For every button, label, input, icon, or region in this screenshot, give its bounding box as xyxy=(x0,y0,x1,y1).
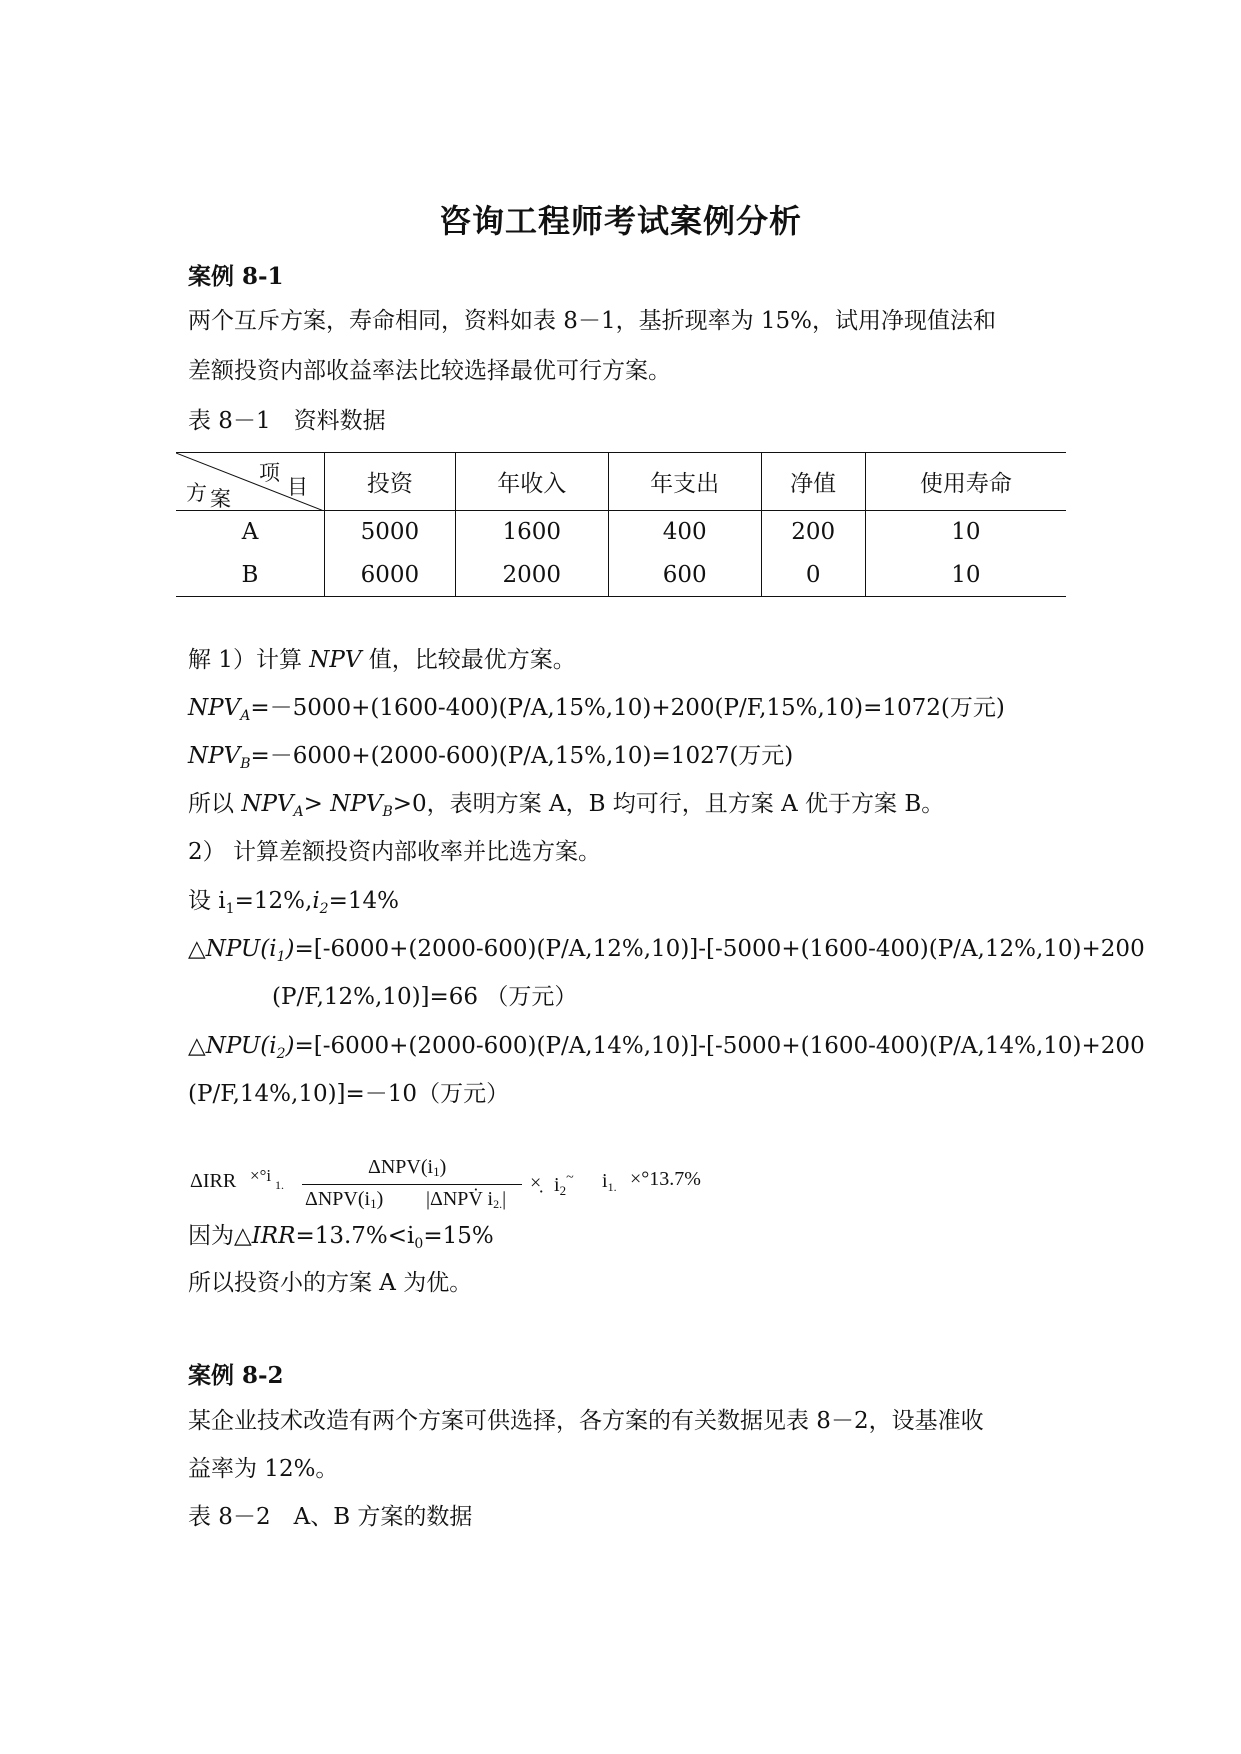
text-run: 解 1）计算 xyxy=(188,647,310,673)
subscript: A xyxy=(293,804,304,820)
table-cell: 600 xyxy=(608,554,761,597)
text-run: ) xyxy=(285,936,295,962)
solution-step2: 2） 计算差额投资内部收率并比选方案。 xyxy=(188,839,601,865)
text-run: | xyxy=(502,1188,507,1210)
subscript: 1 xyxy=(276,949,286,965)
table-corner-cell xyxy=(176,453,325,511)
text-run: =[-6000+(2000-600)(P/A,12%,10)]-[-5000+(1600-400)(P/A,12%,10)+200 xyxy=(294,936,1145,962)
text-run: 值，比较最优方案。 xyxy=(361,647,576,673)
text-run: 因为△ xyxy=(188,1223,252,1249)
npv-italic: NPV xyxy=(188,695,241,721)
column-header-annual-expense: 年支出 xyxy=(608,453,761,511)
column-header-annual-income: 年收入 xyxy=(455,453,608,511)
subscript: 1. xyxy=(607,1180,617,1194)
comparison-result xyxy=(188,789,944,819)
conclusion-line: 所以投资小的方案 A 为优。 xyxy=(188,1270,473,1296)
text-run: >0，表明方案 A，B 均可行，且方案 A 优于方案 B。 xyxy=(392,791,945,817)
table-cell: 1600 xyxy=(455,511,608,554)
subscript: 2 xyxy=(319,901,329,917)
column-header-net-value: 净值 xyxy=(761,453,865,511)
case2-intro-line2: 益率为 12%。 xyxy=(188,1456,339,1482)
case2-intro-line1: 某企业技术改造有两个方案可供选择，各方案的有关数据见表 8－2，设基准收 xyxy=(188,1408,984,1434)
formula-times: ×̣ xyxy=(530,1172,542,1194)
text-run: i xyxy=(312,888,320,914)
table-cell: 200 xyxy=(761,511,865,554)
table-cell: B xyxy=(176,554,325,597)
text-run: =13.7%<i xyxy=(295,1223,415,1249)
column-header-investment: 投资 xyxy=(325,453,456,511)
case1-intro-line2: 差额投资内部收益率法比较选择最优可行方案。 xyxy=(188,358,671,384)
table-cell: 6000 xyxy=(325,554,456,597)
npva-equation xyxy=(188,693,1005,723)
irr-italic: IRR xyxy=(251,1223,296,1249)
text-run: ΔNPV(i xyxy=(368,1156,434,1178)
fraction-line xyxy=(302,1184,522,1185)
npv-italic: NPV xyxy=(330,791,383,817)
page-title: 咨询工程师考试案例分析 xyxy=(438,202,802,240)
subscript: 2 xyxy=(276,1046,286,1062)
solution-step1 xyxy=(188,645,576,675)
subscript: A xyxy=(240,708,251,724)
table-cell: 400 xyxy=(608,511,761,554)
formula-approx1: ×°i xyxy=(250,1166,272,1185)
text-run: > xyxy=(303,791,331,817)
case1-heading: 案例 8-1 xyxy=(188,263,284,290)
delta-npu-1-line2: (P/F,12%,10)]=66 （万元） xyxy=(272,984,578,1010)
text-run: ) xyxy=(439,1156,447,1178)
text-run: i xyxy=(554,1174,560,1196)
text-run: i xyxy=(602,1170,608,1192)
subscript: 1 xyxy=(225,901,235,917)
npv-italic: NPV xyxy=(241,791,294,817)
delta-npu-1-line1 xyxy=(188,934,1145,964)
subscript: B xyxy=(382,804,393,820)
text-run: =14% xyxy=(328,888,399,914)
data-table-8-1 xyxy=(176,452,1066,597)
text-run: =－5000+(1600-400)(P/A,15%,10)+200(P/F,15%,10)=1072(万元) xyxy=(250,695,1005,721)
table2-caption: 表 8－2 A、B 方案的数据 xyxy=(188,1504,473,1530)
formula-denominator-2 xyxy=(426,1188,506,1212)
text-run: ΔNPV(i xyxy=(305,1188,371,1210)
table-row xyxy=(176,554,1066,597)
table-cell: 10 xyxy=(865,554,1066,597)
formula-minus-i1 xyxy=(602,1170,617,1195)
table-cell: 2000 xyxy=(455,554,608,597)
table-cell: 0 xyxy=(761,554,865,597)
npv-italic: NPV xyxy=(309,647,362,673)
npv-italic: NPV xyxy=(188,743,241,769)
text-run: 所以 xyxy=(188,791,242,817)
npvb-equation xyxy=(188,741,793,771)
formula-lhs: ΔIRR xyxy=(190,1170,237,1192)
because-line xyxy=(188,1221,494,1251)
case2-heading: 案例 8-2 xyxy=(188,1362,284,1389)
corner-scheme-char2: 案 xyxy=(210,487,231,511)
triangle-symbol: △ xyxy=(188,1033,206,1059)
subscript: B xyxy=(240,756,251,772)
text-run: 设 i xyxy=(188,888,226,914)
triangle-symbol: △ xyxy=(188,936,206,962)
subscript: 0 xyxy=(414,1236,424,1252)
formula-result: ×°13.7% xyxy=(630,1168,701,1190)
table-header-row xyxy=(176,453,1066,511)
delta-irr-formula xyxy=(190,1158,750,1218)
corner-item-char1: 项 xyxy=(259,461,280,485)
npu-italic: NPU(i xyxy=(205,1033,277,1059)
delta-npu-2-line2: (P/F,14%,10)]=－10（万元） xyxy=(188,1081,510,1107)
formula-numerator xyxy=(368,1156,446,1180)
table1-caption: 表 8－1 资料数据 xyxy=(188,408,386,434)
text-run: =－6000+(2000-600)(P/A,15%,10)=1027(万元) xyxy=(250,743,794,769)
npu-italic: NPU(i xyxy=(205,936,277,962)
text-run: =[-6000+(2000-600)(P/A,14%,10)]-[-5000+(1600-400)(P/A,14%,10)+200 xyxy=(294,1033,1145,1059)
subscript: 2 xyxy=(559,1183,567,1198)
formula-i2 xyxy=(554,1170,574,1199)
assumption-line xyxy=(188,886,399,916)
table-cell: A xyxy=(241,519,259,546)
column-header-service-life: 使用寿命 xyxy=(865,453,1066,511)
text-run: ~ xyxy=(566,1170,574,1185)
table-cell: 10 xyxy=(865,511,1066,554)
table-cell: 5000 xyxy=(325,511,456,554)
subscript: 1 xyxy=(370,1196,377,1211)
subscript: 1 xyxy=(433,1164,440,1179)
corner-scheme-char1: 方 xyxy=(186,481,207,505)
text-run: ) xyxy=(285,1033,295,1059)
delta-npu-2-line1 xyxy=(188,1031,1145,1061)
text-run: =15% xyxy=(423,1223,494,1249)
formula-i1-sub: 1. xyxy=(275,1178,284,1192)
subscript: 2. xyxy=(493,1197,503,1211)
table-row xyxy=(176,511,1066,554)
text-run: ) xyxy=(376,1188,384,1210)
corner-item-char2: 目 xyxy=(287,475,308,499)
text-run: =12%, xyxy=(234,888,313,914)
case1-intro-line1: 两个互斥方案，寿命相同，资料如表 8－1，基折现率为 15%，试用净现值法和 xyxy=(188,308,997,334)
text-run: |ΔNPV̇ i xyxy=(426,1188,494,1210)
formula-denominator-1 xyxy=(305,1188,383,1212)
